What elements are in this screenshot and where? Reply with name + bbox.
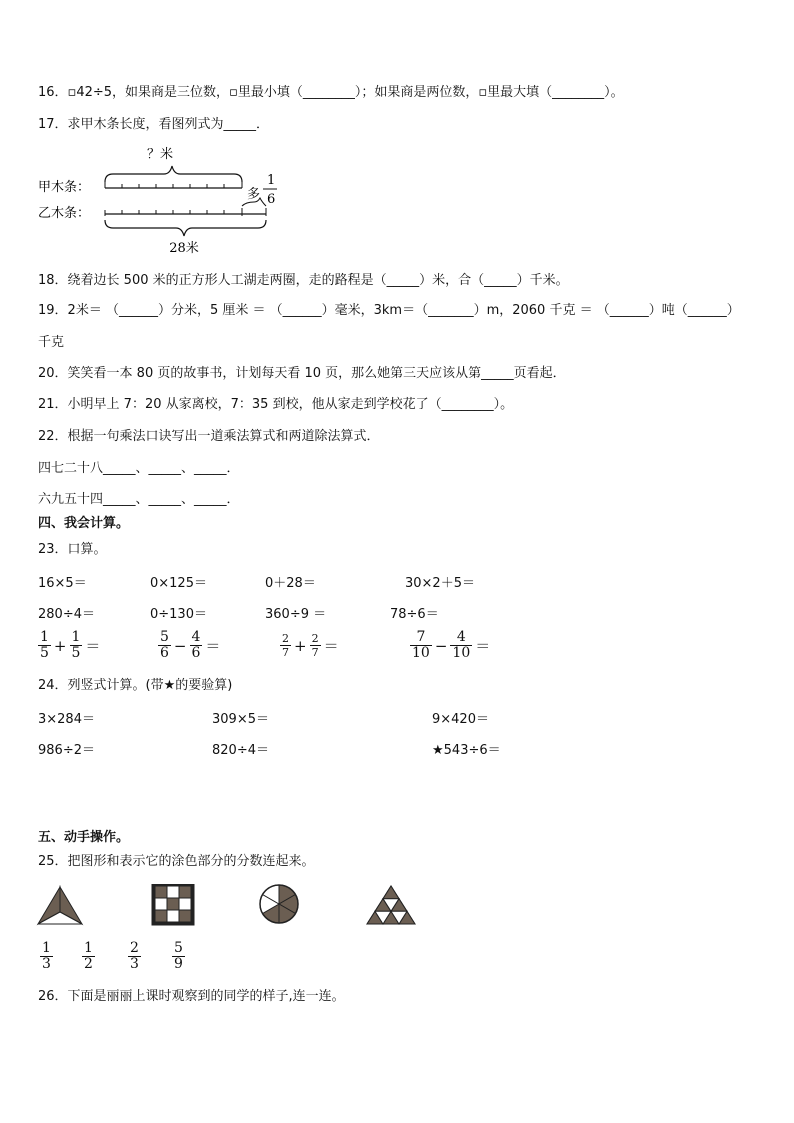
mental-calc-2-3: 360÷9 ＝ <box>265 607 327 622</box>
fraction-option-2 <box>80 941 97 972</box>
triangle-thirds-shape <box>38 887 82 924</box>
question-25: 25．把图形和表示它的涂色部分的分数连起来。 <box>38 854 315 869</box>
vertical-calc-2-2: 820÷4＝ <box>212 743 269 758</box>
question-21: 21．小明早上 7：20 从家离校，7：35 到校，他从家走到学校花了（________）。 <box>38 397 514 412</box>
fraction: $\frac{1}{5}$ <box>71 629 81 661</box>
fraction: $\frac{7}{10}$ <box>412 629 430 661</box>
bottom-brace <box>105 220 266 236</box>
top-brace <box>105 166 242 182</box>
mental-calc-2-1: 280÷4＝ <box>38 607 95 622</box>
fraction-calc-1: $\frac{1}{5}$ + $\frac{1}{5}$ ＝ <box>40 629 101 661</box>
fraction: $\frac{1}{3}$ <box>42 940 51 972</box>
strip-a-ticks <box>105 182 242 188</box>
fraction: $\frac{2}{7}$ <box>282 632 289 659</box>
fraction-option-1 <box>38 941 55 972</box>
circle-sixths-shape <box>260 885 298 923</box>
mental-calc-2-4: 78÷6＝ <box>390 607 439 622</box>
question-22-line-b: 六九五十四_____、_____、_____． <box>38 492 240 507</box>
diagram-row1-label: 甲木条： <box>38 180 91 195</box>
question-20: 20．笑笑看一本 80 页的故事书，计划每天看 10 页，那么她第三天应该从第_____页看起． <box>38 366 566 381</box>
mental-calc-1-4: 30×2＋5＝ <box>405 576 475 591</box>
wood-strip-diagram <box>36 140 286 260</box>
fraction: $\frac{5}{6}$ <box>160 629 169 661</box>
fraction: $\frac{4}{10}$ <box>452 629 471 661</box>
mental-calc-2-2: 0÷130＝ <box>150 607 207 622</box>
question-19: 19．2米＝ （______）分米，5 厘米 ＝ （______）毫米，3km＝（_______）m，2060 千克 ＝ （______）吨（______） <box>38 303 740 318</box>
question-17: 17．求甲木条长度，看图列式为_____． <box>38 117 270 132</box>
fraction: $\frac{5}{9}$ <box>174 940 183 972</box>
fraction-calc-3: $\frac{2}{7}$ + $\frac{2}{7}$ ＝ <box>282 632 339 659</box>
mental-calc-1-2: 0×125＝ <box>150 576 207 591</box>
diagram-extra-den: 6 <box>267 192 276 207</box>
vertical-calc-1-1: 3×284＝ <box>38 712 95 727</box>
fraction-calc-2: $\frac{5}{6}$ − $\frac{4}{6}$ ＝ <box>160 629 221 661</box>
section-5-heading: 五、动手操作。 <box>38 830 130 845</box>
vertical-calc-1-2: 309×5＝ <box>212 712 269 727</box>
question-23: 23．口算。 <box>38 542 107 557</box>
fraction: $\frac{1}{2}$ <box>84 940 93 972</box>
vertical-calc-2-3: ★543÷6＝ <box>432 743 501 758</box>
question-18: 18．绕着边长 500 米的正方形人工湖走两圈，走的路程是（_____）米，合（_____）千米。 <box>38 273 569 288</box>
fraction: $\frac{2}{7}$ <box>311 632 319 659</box>
fraction-option-4 <box>170 941 187 972</box>
fraction-calc-4: $\frac{7}{10}$ − $\frac{4}{10}$ ＝ <box>412 629 491 661</box>
diagram-extra-num: 1 <box>267 173 276 188</box>
grid-ninths-shape <box>153 884 193 924</box>
diagram-row2-label: 乙木条： <box>38 206 91 221</box>
diagram-bottom-label: 28米 <box>169 241 199 256</box>
diagram-top-label: ？米 <box>146 147 174 162</box>
question-22: 22．根据一句乘法口诀写出一道乘法算式和两道除法算式． <box>38 429 380 444</box>
mental-calc-1-1: 16×5＝ <box>38 576 87 591</box>
fraction: $\frac{1}{5}$ <box>40 629 49 661</box>
fraction-option-3 <box>126 941 143 972</box>
vertical-calc-1-3: 9×420＝ <box>432 712 489 727</box>
fraction: $\frac{2}{3}$ <box>130 940 139 972</box>
question-16: 16．▫42÷5，如果商是三位数，▫里最小填（________）；如果商是两位数，▫里最大填（________）。 <box>38 85 624 100</box>
vertical-calc-2-1: 986÷2＝ <box>38 743 95 758</box>
mental-calc-1-3: 0＋28＝ <box>265 576 316 591</box>
section-4-heading: 四、我会计算。 <box>38 516 130 531</box>
shaded-shapes-row <box>36 884 436 928</box>
fraction: $\frac{4}{6}$ <box>191 629 201 661</box>
diagram-extra-prefix: 多 <box>247 187 261 202</box>
question-26: 26．下面是丽丽上课时观察到的同学的样子,连一连。 <box>38 989 345 1004</box>
question-19-continued: 千克 <box>38 335 65 350</box>
strip-b-ticks <box>105 208 266 216</box>
question-22-line-a: 四七二十八_____、_____、_____． <box>38 461 240 476</box>
question-24: 24．列竖式计算。(带★的要验算) <box>38 678 233 693</box>
triangle-ninths-shape <box>367 886 415 924</box>
